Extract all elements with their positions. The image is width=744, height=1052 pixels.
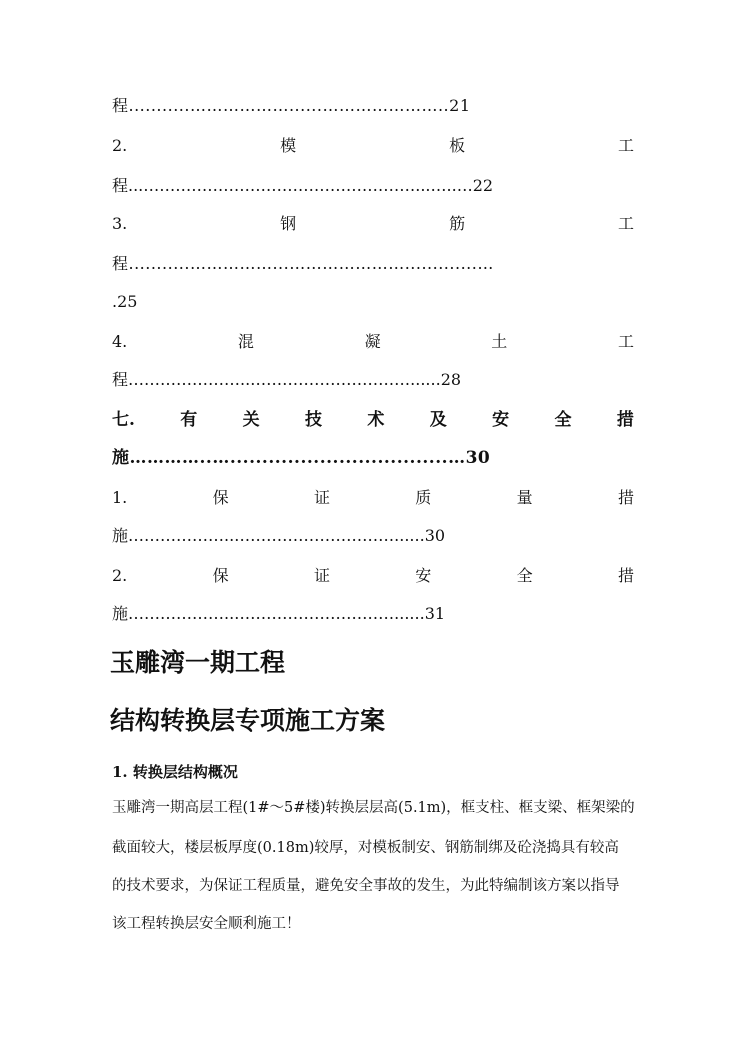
toc-entry-concrete [112, 332, 634, 352]
toc-entry-quality [112, 488, 634, 508]
toc-line: 程...........……………...………………….............… [112, 254, 494, 273]
toc-entry-number: 3. [112, 214, 128, 233]
toc-entry-char: 及 [429, 410, 447, 430]
toc-entry-char: 工 [617, 136, 634, 155]
paragraph-line: 的技术要求，为保证工程质量，避免安全事故的发生，为此特编制该方案以指导 [112, 878, 620, 894]
toc-entry-char: 措 [617, 566, 634, 585]
section-heading: 1. 转换层结构概况 [112, 763, 238, 781]
paragraph-line: 玉雕湾一期高层工程(1#～5#楼)转换层层高(5.1m)，框支柱、框支梁、框架梁的 [112, 800, 635, 816]
toc-entry-char: 全 [554, 410, 572, 430]
toc-entry-char: 证 [313, 566, 330, 585]
toc-entry-char: 术 [367, 410, 385, 430]
toc-entry-section-7 [112, 410, 634, 430]
toc-line: .25 [112, 292, 138, 311]
project-title: 玉雕湾一期工程 [110, 648, 286, 677]
toc-entry-char: 技 [305, 410, 323, 430]
toc-entry-number: 七. [112, 410, 135, 430]
toc-entry-char: 保 [212, 488, 229, 507]
toc-entry-char: 工 [617, 332, 634, 351]
toc-entry-safety [112, 566, 634, 586]
toc-line: 施………………..…………………………......31 [112, 604, 446, 623]
toc-entry-char: 凝 [364, 332, 381, 351]
toc-entry-char: 安 [415, 566, 432, 585]
toc-entry-number: 4. [112, 332, 128, 351]
toc-entry-number: 2. [112, 136, 128, 155]
toc-entry-char: 质 [415, 488, 432, 507]
toc-entry-char: 保 [212, 566, 229, 585]
toc-entry-char: 筋 [449, 214, 466, 233]
toc-entry-rebar [112, 214, 634, 234]
plan-title: 结构转换层专项施工方案 [110, 706, 386, 735]
toc-entry-char: 混 [237, 332, 254, 351]
paragraph-line: 截面较大，楼层板厚度(0.18m)较厚，对模板制安、钢筋制绑及砼浇捣具有较高 [112, 840, 619, 856]
toc-entry-char: 钢 [280, 214, 297, 233]
toc-entry-char: 全 [516, 566, 533, 585]
toc-line: 施…………..…..................................…30 [112, 448, 491, 468]
toc-entry-formwork [112, 136, 634, 156]
toc-entry-char: 关 [242, 410, 260, 430]
toc-entry-char: 措 [616, 410, 634, 430]
toc-entry-char: 证 [313, 488, 330, 507]
toc-line: 程...........………………......…………………..21 [112, 96, 471, 115]
toc-entry-char: 工 [617, 214, 634, 233]
toc-line: 程...……………………………………………...…..…22 [112, 176, 494, 195]
toc-entry-char: 模 [280, 136, 297, 155]
toc-entry-char: 土 [491, 332, 508, 351]
toc-entry-char: 板 [449, 136, 466, 155]
toc-entry-number: 1. [112, 488, 128, 507]
paragraph-line: 该工程转换层安全顺利施工！ [112, 916, 301, 932]
toc-entry-char: 有 [180, 410, 198, 430]
toc-entry-char: 安 [492, 410, 510, 430]
toc-entry-number: 2. [112, 566, 128, 585]
toc-line: 施………………..…………………………......30 [112, 526, 446, 545]
toc-entry-char: 措 [617, 488, 634, 507]
toc-line: 程…………………..…………………………......28 [112, 370, 462, 389]
toc-entry-char: 量 [516, 488, 533, 507]
